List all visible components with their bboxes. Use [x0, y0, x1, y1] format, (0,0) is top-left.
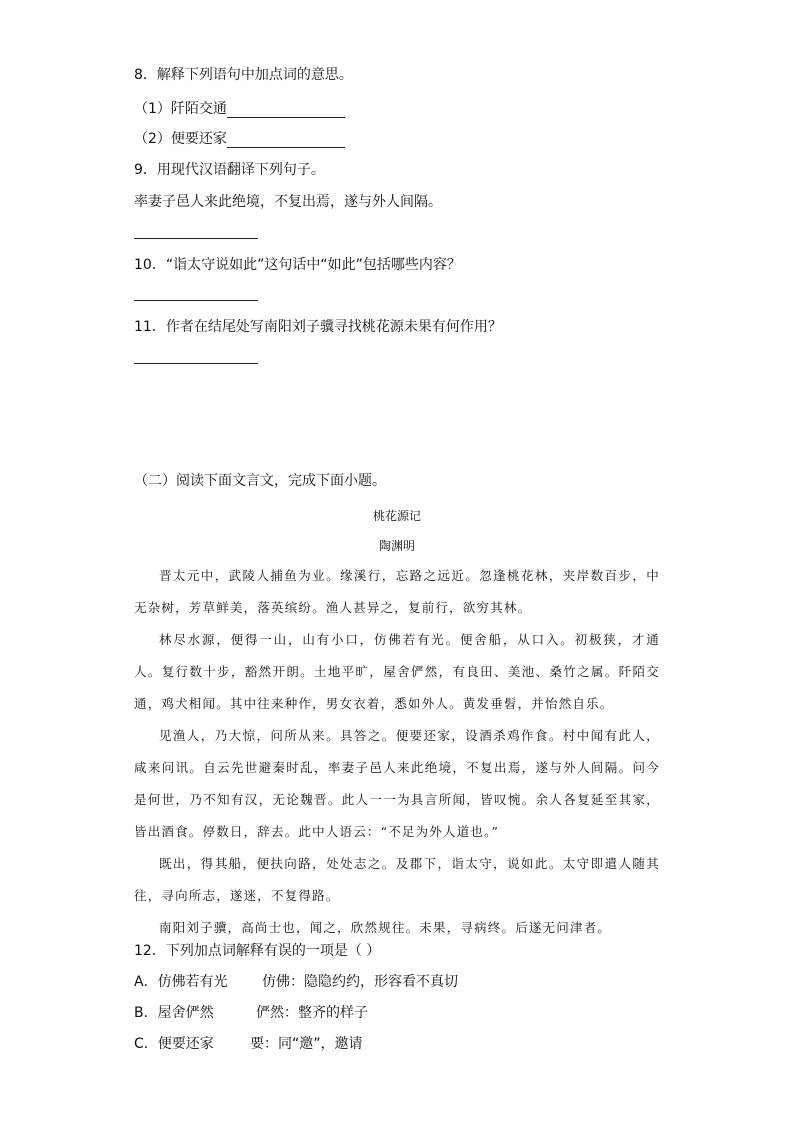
passage-body	[134, 560, 660, 944]
option-text: B．屋舍俨然	[134, 1005, 214, 1021]
question-8-item-2	[134, 130, 345, 148]
passage-paragraph: 晋太元中，武陵人捕鱼为业。缘溪行，忘路之远近。忽逢桃花林，夹岸数百步，中无杂树，芳草鲜美，落英缤纷。渔人甚异之，复前行，欲穷其林。	[134, 568, 660, 615]
question-8-stem: 8．解释下列语句中加点词的意思。	[134, 67, 353, 83]
answer-line[interactable]	[134, 363, 258, 364]
option-gloss: 俨然：整齐的样子	[256, 1005, 368, 1021]
answer-line[interactable]	[134, 300, 258, 301]
item-label: （2）便要还家	[134, 131, 227, 147]
item-label: （1）阡陌交通	[134, 101, 227, 117]
section-2-intro: （二）阅读下面文言文，完成下面小题。	[134, 473, 386, 489]
passage-title: 桃花源记	[372, 509, 421, 523]
question-11-stem: 11．作者在结尾处写南阳刘子骥寻找桃花源未果有何作用？	[134, 319, 502, 335]
option-gloss: 仿佛：隐隐约约，形容看不真切	[262, 974, 458, 990]
option-a[interactable]	[134, 973, 458, 991]
question-9-stem: 9．用现代汉语翻译下列句子。	[134, 162, 325, 178]
option-c[interactable]	[134, 1035, 363, 1053]
option-text: A．仿佛若有光	[134, 974, 228, 990]
passage-paragraph: 既出，得其船，便扶向路，处处志之。及郡下，诣太守，说如此。太守即遣人随其往，寻向所志，遂迷，不复得路。	[134, 856, 660, 903]
answer-line[interactable]	[134, 238, 258, 239]
question-8-item-1	[134, 100, 345, 118]
question-9-sentence: 率妻子邑人来此绝境，不复出焉，遂与外人间隔。	[134, 194, 442, 210]
question-10-stem: 10．“诣太守说如此”这句话中“如此”包括哪些内容？	[134, 257, 461, 273]
passage-paragraph: 南阳刘子骥，高尚士也，闻之，欣然规往。未果，寻病终。后遂无问津者。	[159, 920, 612, 935]
option-gloss: 要：同“邀”，邀请	[250, 1036, 363, 1052]
answer-blank[interactable]	[227, 133, 345, 148]
passage-paragraph: 林尽水源，便得一山，山有小口，仿佛若有光。便舍船，从口入。初极狭，才通人。复行数十步，豁然开朗。土地平旷，屋舍俨然，有良田、美池、桑竹之属。阡陌交通，鸡犬相闻。其中往来种作，男女衣着，悉如外人。黄发垂髫，并怡然自乐。	[134, 632, 660, 711]
answer-blank[interactable]	[227, 103, 345, 118]
question-12-stem: 12．下列加点词解释有误的一项是（ ）	[134, 943, 381, 959]
passage-paragraph: 见渔人，乃大惊，问所从来。具答之。便要还家，设酒杀鸡作食。村中闻有此人，咸来问讯。自云先世避秦时乱，率妻子邑人来此绝境，不复出焉，遂与外人间隔。问今是何世，乃不知有汉，无论魏晋。此人一一为具言所闻，皆叹惋。余人各复延至其家，皆出酒食。停数日，辞去。此中人语云：“不足为外人道也。”	[134, 728, 660, 839]
option-b[interactable]	[134, 1004, 368, 1022]
option-text: C．便要还家	[134, 1036, 214, 1052]
passage-author: 陶渊明	[378, 539, 415, 553]
